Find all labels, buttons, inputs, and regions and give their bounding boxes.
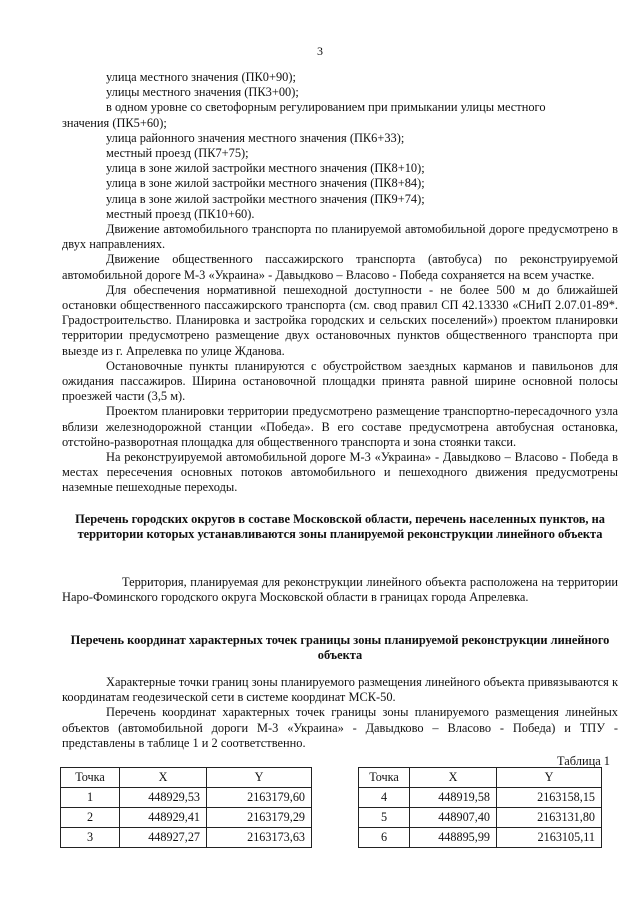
list-item: улица в зоне жилой застройки местного значения (ПК8+84); [106,176,425,191]
section-heading-districts: Перечень городских округов в составе Московской области, перечень населенных пунктов, на территории которых устанавливаются зоны планируемой реконструкции линейного объекта [75,512,605,542]
table-cell: 448929,53 [120,788,207,808]
paragraph: Для обеспечения нормативной пешеходной доступности - не более 500 м до ближайшей остановки общественного пассажирского транспорта (см. свод правил СП 42.13330 «СНиП 2.07.01-89*. Градостроительство. Планировка и застройка городских и сельских поселений») проектом планировки территории предусмотрено размещение двух остановочных пунктов общественного транспорта при выезде из г. Апрелевка по улице Жданова. [62,282,618,358]
table-cell: 448919,58 [410,788,497,808]
table-cell: 2163179,29 [207,808,312,828]
table-cell: 2163158,15 [497,788,602,808]
paragraph: Проектом планировки территории предусмотрено размещение транспортно-пересадочного узла вблизи железнодорожной станции «Победа». В его составе предусмотрена автобусная остановка, отстойно-разворотная площадка для общественного транспорта и зона стоянки такси. [62,404,618,449]
column-header: Точка [359,768,410,788]
table-cell: 448927,27 [120,828,207,848]
list-block [62,70,618,496]
table-header-row [61,768,312,788]
table-header-row [359,768,602,788]
table-row [359,788,602,808]
table-caption: Таблица 1 [557,754,610,768]
table-row [61,808,312,828]
paragraph: Характерные точки границ зоны планируемого размещения линейного объекта привязываются к координатам геодезической сети в системе координат МСК-50. [62,675,618,705]
territory-block [62,575,618,605]
coordinates-table-left [60,767,312,848]
section-heading-coordinates: Перечень координат характерных точек границы зоны планируемой реконструкции линейного объекта [70,633,610,663]
list-item: местный проезд (ПК10+60). [106,206,255,221]
paragraph: На реконструируемой автомобильной дороге М-3 «Украина» - Давыдково – Власово - Победа в местах пересечения основных потоков автомобильного и пешеходного движения предусмотрены наземные пешеходные переходы. [62,450,618,495]
table-row [359,828,602,848]
table-cell: 2163105,11 [497,828,602,848]
paragraph: Остановочные пункты планируются с обустройством заездных карманов и павильонов для ожидания пассажиров. Ширина остановочной площадки принята равной ширине основной полосы проезжей части (3,5 м). [62,358,618,404]
table-cell: 4 [359,788,410,808]
list-item: улица районного значения местного значения (ПК6+33); [106,130,405,145]
table-cell: 2163131,80 [497,808,602,828]
list-item: в одном уровне со светофорным регулированием при примыкании улицы местного [106,100,546,115]
table-cell: 2163179,60 [207,788,312,808]
paragraph: Движение общественного пассажирского транспорта (автобуса) по реконструируемой автомобильной дороге М-3 «Украина» - Давыдково – Власово - Победа сохраняется на всем участке. [62,252,618,282]
list-item: улица в зоне жилой застройки местного значения (ПК8+10); [106,161,425,176]
table-cell: 5 [359,808,410,828]
paragraph: Перечень координат характерных точек границы зоны планируемого размещения линейных объектов (автомобильной дороги М-3 «Украина» - Давыдково – Власово - Победа) и ТПУ - представлены в таблице 1 и 2 соответственно. [62,705,618,750]
column-header: Y [207,768,312,788]
list-item: улица местного значения (ПК0+90); [106,70,296,84]
paragraph: Территория, планируемая для реконструкции линейного объекта расположена на территории Наро-Фоминского городского округа Московской области в границах города Апрелевка. [62,575,618,605]
page-number: 3 [317,44,323,58]
list-item: улицы местного значения (ПК3+00); [106,85,299,100]
table-cell: 448895,99 [410,828,497,848]
list-item-continuation: значения (ПК5+60); [62,115,167,130]
coordinates-block [62,675,618,751]
table-cell: 6 [359,828,410,848]
table-cell: 448907,40 [410,808,497,828]
table-row [61,828,312,848]
list-item: местный проезд (ПК7+75); [106,146,249,161]
list-item: улица в зоне жилой застройки местного значения (ПК9+74); [106,191,425,206]
column-header: Точка [61,768,120,788]
column-header: X [410,768,497,788]
column-header: X [120,768,207,788]
table-row [359,808,602,828]
table-cell: 1 [61,788,120,808]
coordinates-table-right [358,767,602,848]
table-cell: 3 [61,828,120,848]
table-cell: 448929,41 [120,808,207,828]
table-cell: 2163173,63 [207,828,312,848]
paragraph: Движение автомобильного транспорта по планируемой автомобильной дороге предусмотрено в двух направлениях. [62,222,618,252]
column-header: Y [497,768,602,788]
table-row [61,788,312,808]
table-cell: 2 [61,808,120,828]
